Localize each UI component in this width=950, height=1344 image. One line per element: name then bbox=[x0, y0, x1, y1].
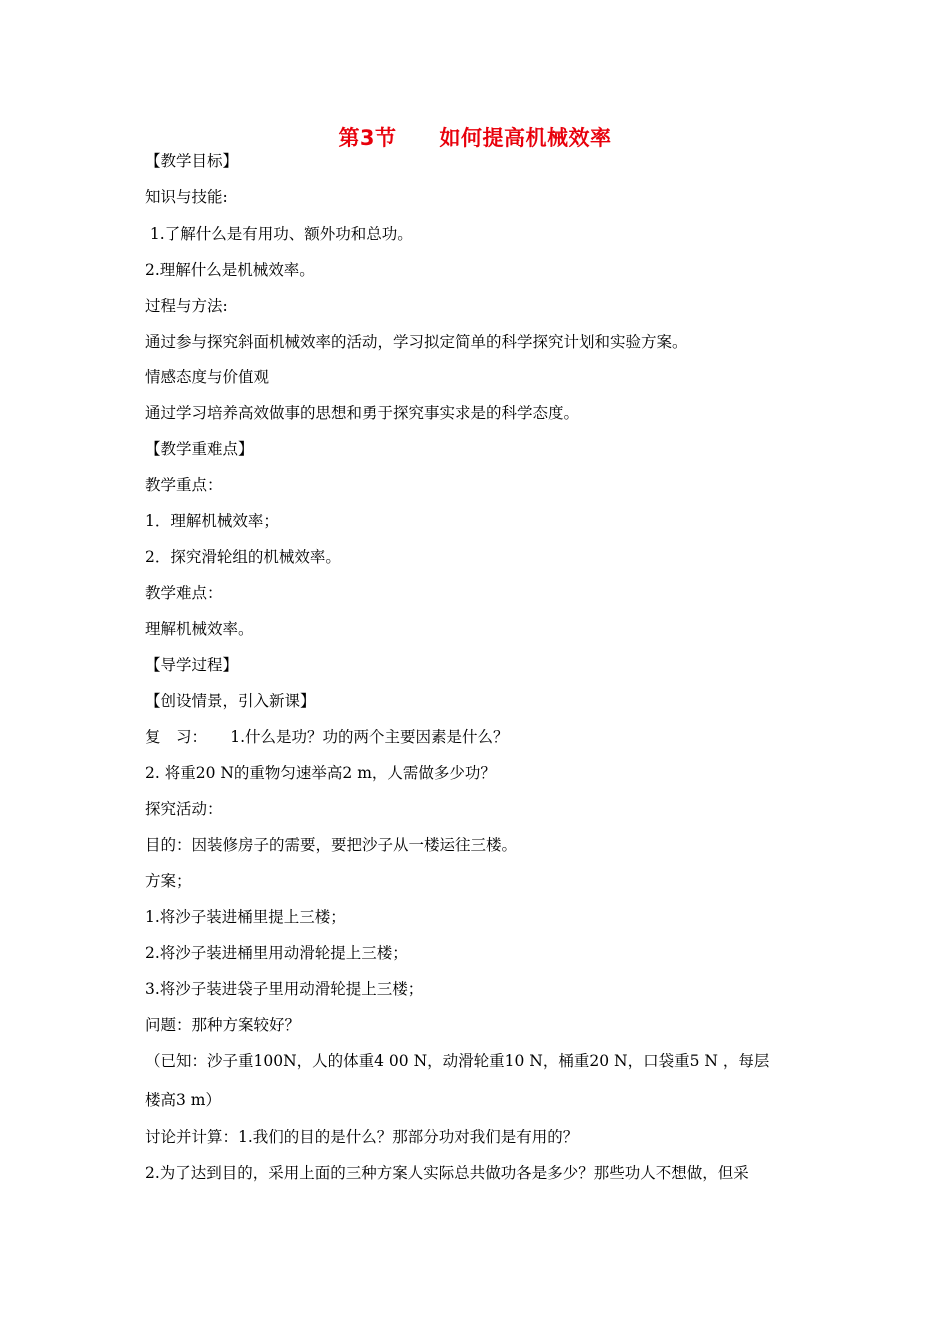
section-heading-objectives: 【教学目标】 bbox=[145, 152, 239, 170]
text-line: 2.为了达到目的，采用上面的三种方案人实际总共做功各是多少？那些功人不想做，但采 bbox=[145, 1164, 749, 1182]
text-line: 通过学习培养高效做事的思想和勇于探究事实求是的科学态度。 bbox=[145, 404, 580, 422]
text-line: 楼高3 m） bbox=[145, 1091, 221, 1109]
text-line: 知识与技能: bbox=[145, 188, 228, 206]
text-line: 情感态度与价值观 bbox=[145, 368, 270, 386]
text-line: 方案； bbox=[145, 872, 192, 890]
text-line: 教学重点： bbox=[145, 476, 223, 494]
text-line: （已知：沙子重100N，人的体重4 00 N，动滑轮重10 N，桶重20 N，口袋重5 N ，每层 bbox=[145, 1052, 770, 1070]
section-heading-intro: 【创设情景，引入新课】 bbox=[145, 692, 316, 710]
text-line: 通过参与探究斜面机械效率的活动，学习拟定简单的科学探究计划和实验方案。 bbox=[145, 333, 688, 351]
section-heading-key-points: 【教学重难点】 bbox=[145, 440, 254, 458]
section-heading-process: 【导学过程】 bbox=[145, 656, 239, 674]
text-line: 目的：因装修房子的需要，要把沙子从一楼运往三楼。 bbox=[145, 836, 518, 854]
text-line: 2.将沙子装进桶里用动滑轮提上三楼； bbox=[145, 944, 408, 962]
text-line: 问题：那种方案较好？ bbox=[145, 1016, 301, 1034]
text-line: 理解机械效率。 bbox=[145, 620, 254, 638]
text-line: 2. 将重20 N的重物匀速举高2 m，人需做多少功？ bbox=[145, 764, 496, 782]
text-line: 2．探究滑轮组的机械效率。 bbox=[145, 548, 341, 566]
text-line: 复 习： 1.什么是功？功的两个主要因素是什么？ bbox=[145, 728, 509, 746]
text-line: 教学难点： bbox=[145, 584, 223, 602]
text-line: 1.将沙子装进桶里提上三楼； bbox=[145, 908, 346, 926]
text-line: 过程与方法: bbox=[145, 297, 228, 315]
text-line: 1.了解什么是有用功、额外功和总功。 bbox=[145, 225, 413, 243]
text-line: 3.将沙子装进袋子里用动滑轮提上三楼； bbox=[145, 980, 424, 998]
text-line: 1．理解机械效率； bbox=[145, 512, 279, 530]
page-title: 第3节 如何提高机械效率 bbox=[338, 126, 612, 150]
text-line: 探究活动： bbox=[145, 800, 223, 818]
text-line: 2.理解什么是机械效率。 bbox=[145, 261, 315, 279]
text-line: 讨论并计算：1.我们的目的是什么？那部分功对我们是有用的？ bbox=[145, 1128, 579, 1146]
